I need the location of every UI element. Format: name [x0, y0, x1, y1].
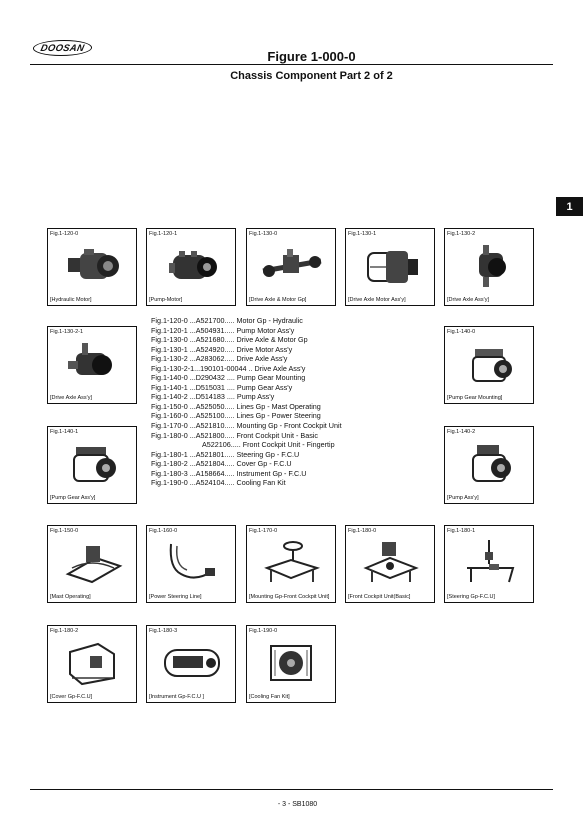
figure-box-1-160-0[interactable] [146, 525, 236, 603]
parts-list-item: Fig.1-130-2-1...190101-00044 .. Drive Axle Ass'y [151, 363, 306, 373]
figure-caption: [Drive Axle Ass'y] [50, 395, 93, 401]
figure-caption: [Mast Operating] [50, 594, 91, 600]
figure-caption: [Drive Axle Ass'y] [447, 297, 490, 303]
figure-id: Fig.1-160-0 [149, 528, 178, 534]
footer-rule [30, 789, 553, 790]
figure-id: Fig.1-190-0 [249, 628, 278, 634]
figure-box-1-170-0[interactable] [246, 525, 336, 603]
parts-list-item: Fig.1-140-2 ...D514183 .... Pump Ass'y [151, 392, 275, 402]
figure-caption: [Pump-Motor] [149, 297, 183, 303]
figure-id: Fig.1-130-2 [447, 231, 476, 237]
figure-id: Fig.1-180-3 [149, 628, 178, 634]
pump-assy-icon [459, 439, 521, 489]
header-rule [30, 64, 553, 65]
parts-list-item: Fig.1-140-0 ...D290432 .... Pump Gear Mounting [151, 373, 306, 383]
steering-gp-icon [459, 538, 521, 588]
parts-list [151, 316, 342, 488]
figure-box-1-130-1[interactable] [345, 228, 435, 306]
mounting-gp-icon [261, 538, 323, 588]
pump-motor-icon [161, 241, 223, 291]
figure-id: Fig.1-180-2 [50, 628, 79, 634]
figure-box-1-130-2[interactable] [444, 228, 534, 306]
parts-list-item: Fig.1-180-3 ...A158664..... Instrument Gp - F.C.U [151, 468, 307, 478]
parts-list-item: Fig.1-130-1 ...A524920..... Drive Motor Ass'y [151, 344, 293, 354]
parts-list-item: Fig.1-180-2 ...A521804..... Cover Gp - F.C.U [151, 459, 292, 469]
pump-gear-mounting-icon [459, 339, 521, 389]
figure-box-1-120-0[interactable] [47, 228, 137, 306]
parts-list-item: Fig.1-120-0 ...A521700..... Motor Gp - Hydraulic [151, 316, 303, 325]
drive-axle-assy-icon [459, 241, 521, 291]
figure-id: Fig.1-180-0 [348, 528, 377, 534]
figure-id: Fig.1-120-1 [149, 231, 178, 237]
pump-gear-assy-icon [62, 439, 124, 489]
figure-box-1-190-0[interactable] [246, 625, 336, 703]
figure-caption: [Drive Axle & Motor Gp] [249, 297, 307, 303]
parts-list-item: Fig.1-130-0 ...A521680..... Drive Axle & Motor Gp [151, 335, 308, 345]
figure-caption: [Power Steering Line] [149, 594, 202, 600]
figure-caption: [Pump Gear Ass'y] [50, 495, 96, 501]
figure-box-1-130-0[interactable] [246, 228, 336, 306]
figure-id: Fig.1-130-0 [249, 231, 278, 237]
figure-box-1-180-0[interactable] [345, 525, 435, 603]
figure-box-1-180-1[interactable] [444, 525, 534, 603]
cooling-fan-kit-icon [261, 638, 323, 688]
parts-list-item: Fig.1-130-2 ...A283062..... Drive Axle Ass'y [151, 354, 288, 364]
parts-list-item: A522106..... Front Cockpit Unit - Fingertip [202, 440, 335, 450]
figure-caption: [Pump Gear Mounting] [447, 395, 503, 401]
drive-axle-assy-icon [62, 339, 124, 389]
drive-axle-motor-icon [261, 241, 323, 291]
hydraulic-motor-icon [62, 241, 124, 291]
figure-box-1-180-3[interactable] [146, 625, 236, 703]
parts-list-item: Fig.1-180-0 ...A521800..... Front Cockpit Unit - Basic [151, 430, 318, 440]
figure-id: Fig.1-150-0 [50, 528, 79, 534]
figure-box-1-140-2[interactable] [444, 426, 534, 504]
figure-caption: [Drive Axle Motor Ass'y] [348, 297, 406, 303]
parts-list-item: Fig.1-170-0 ...A521810..... Mounting Gp - Front Cockpit Unit [151, 421, 342, 431]
parts-list-item: Fig.1-140-1 ...D515031 .... Pump Gear Ass'y [151, 382, 293, 392]
figure-subtitle: Chassis Component Part 2 of 2 [230, 70, 393, 82]
page-footer: - 3 - SB1080 [277, 801, 318, 808]
figure-id: Fig.1-170-0 [249, 528, 278, 534]
figure-caption: [Instrument Gp-F.C.U ] [149, 694, 205, 700]
figure-box-1-180-2[interactable] [47, 625, 137, 703]
figure-caption: [Steering Gp-F.C.U] [447, 594, 495, 600]
figure-caption: [Hydraulic Motor] [50, 297, 92, 303]
figure-caption: [Cooling Fan Kit] [249, 694, 290, 700]
figure-id: Fig.1-130-1 [348, 231, 377, 237]
parts-list-item: Fig.1-180-1 ...A521801..... Steering Gp - F.C.U [151, 449, 300, 459]
cover-gp-icon [62, 638, 124, 688]
section-tab: 1 [556, 197, 583, 216]
figure-caption: [Mounting Gp-Front Cockpit Unit] [249, 594, 330, 600]
figure-box-1-120-1[interactable] [146, 228, 236, 306]
parts-list-item: Fig.1-160-0 ...A525100..... Lines Gp - Power Steering [151, 411, 321, 421]
figure-caption: [Cover Gp-F.C.U] [50, 694, 93, 700]
power-steering-line-icon [161, 538, 223, 588]
figure-box-1-150-0[interactable] [47, 525, 137, 603]
instrument-gp-icon [161, 638, 223, 688]
figure-box-1-140-1[interactable] [47, 426, 137, 504]
parts-list-item: Fig.1-150-0 ...A525050..... Lines Gp - Mast Operating [151, 401, 321, 411]
figure-box-1-130-2-1[interactable] [47, 326, 137, 404]
figure-id: Fig.1-130-2-1 [50, 329, 84, 335]
figure-id: Fig.1-120-0 [50, 231, 79, 237]
drive-axle-motor-assy-icon [360, 241, 422, 291]
parts-list-item: Fig.1-190-0 ...A524104..... Cooling Fan Kit [151, 478, 286, 488]
figure-caption: [Front Cockpit Unit(Basic] [348, 594, 411, 600]
parts-list-item: Fig.1-120-1 ...A504931..... Pump Motor Ass'y [151, 325, 295, 335]
figure-id: Fig.1-140-2 [447, 429, 476, 435]
figure-caption: [Pump Ass'y] [447, 495, 479, 501]
figure-title: Figure 1-000-0 [267, 49, 356, 64]
figure-id: Fig.1-140-0 [447, 329, 476, 335]
doosan-logo: DOOSAN [31, 40, 93, 56]
front-cockpit-unit-icon [360, 538, 422, 588]
figure-id: Fig.1-140-1 [50, 429, 79, 435]
mast-operating-icon [62, 538, 124, 588]
figure-box-1-140-0[interactable] [444, 326, 534, 404]
figure-id: Fig.1-180-1 [447, 528, 476, 534]
